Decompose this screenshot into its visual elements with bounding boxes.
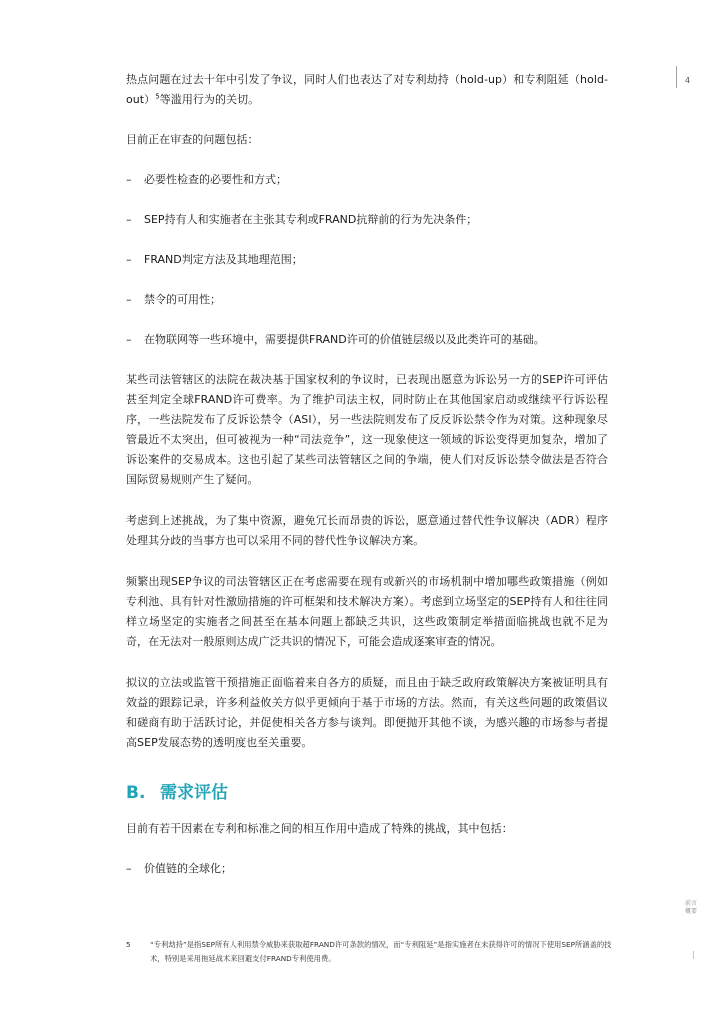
side-section-label: 前言概要 [685, 900, 698, 915]
footnote [126, 938, 626, 966]
paragraph-holdup-text: 热点问题在过去十年中引发了争议，同时人们也表达了对专利劫持（hold-up）和专利阻延（hold-out） [126, 73, 608, 106]
list-item-text: SEP持有人和实施者在主张其专利或FRAND抗辩前的行为先决条件； [144, 213, 478, 226]
paragraph-issues-intro: 目前正在审查的问题包括： [126, 133, 259, 146]
footnote-ref[interactable]: 5 [155, 92, 160, 101]
section-title: 需求评估 [160, 783, 228, 803]
list-dash: – [126, 862, 132, 875]
section-number: B. [126, 783, 146, 803]
list-item-text: 在物联网等一些环境中，需要提供FRAND许可的价值链层级以及此类许可的基础。 [144, 333, 545, 346]
paragraph-factors-intro: 目前有若干因素在专利和标准之间的相互作用中造成了特殊的挑战，其中包括： [126, 822, 513, 835]
list-dash: – [126, 293, 132, 306]
list-dash: – [126, 333, 132, 346]
list-item-text: 价值链的全球化； [144, 862, 232, 875]
list-item-text: 禁令的可用性； [144, 293, 221, 306]
footnote-number: 5 [126, 940, 131, 949]
list-item-text: FRAND判定方法及其地理范围； [144, 253, 303, 266]
list-item [126, 290, 608, 310]
list-dash: – [126, 253, 132, 266]
side-mark: | [692, 950, 695, 959]
paragraph-courts: 某些司法管辖区的法院在裁决基于国家权利的争议时，已表现出愿意为诉讼另一方的SEP许可评估甚至判定全球FRAND许可费率。为了维护司法主权，同时防止在其他国家启动或继续平行诉讼程序，一些法院发布了反诉讼禁令（ASI），另一些法院则发布了反反诉讼禁令作为对策。这种现象尽管最近不太突出，但可被视为一种“司法竞争”，这一现象使这一领域的诉讼变得更加复杂，增加了诉讼案件的交易成本。这也引起了某些司法管辖区之间的争端，使人们对反诉讼禁令做法是否符合国际贸易规则产生了疑问。 [126, 373, 608, 486]
list-dash: – [126, 213, 132, 226]
section-heading [126, 781, 608, 805]
list-item-text: 必要性检查的必要性和方式； [144, 173, 287, 186]
list-item [126, 330, 608, 350]
paragraph-holdup [126, 70, 608, 110]
paragraph-legislation: 拟议的立法或监管干预措施正面临着来自各方的质疑，而且由于缺乏政府政策解决方案被证明具有效益的跟踪记录，许多利益攸关方似乎更倾向于基于市场的方法。然而，有关这些问题的政策倡议和磋商有助于活跃讨论，并促使相关各方参与谈判。即便抛开其他不谈，为感兴趣的市场参与者提高SEP发展态势的透明度也至关重要。 [126, 676, 608, 749]
paragraph-adr: 考虑到上述挑战，为了集中资源，避免冗长而昂贵的诉讼，愿意通过替代性争议解决（ADR）程序处理其分歧的当事方也可以采用不同的替代性争议解决方案。 [126, 514, 608, 547]
main-content [126, 70, 608, 879]
list-item [126, 859, 608, 879]
list-item [126, 250, 608, 270]
page-number-rule [676, 66, 677, 88]
list-dash: – [126, 173, 132, 186]
page-number: 4 [685, 76, 691, 85]
paragraph-policy-measures: 频繁出现SEP争议的司法管辖区正在考虑需要在现有或新兴的市场机制中增加哪些政策措施（例如专利池、具有针对性激励措施的许可框架和技术解决方案）。考虑到立场坚定的SEP持有人和往往同样立场坚定的实施者之间甚至在基本问题上都缺乏共识，这些政策制定举措面临挑战也就不足为奇，在无法对一般原则达成广泛共识的情况下，可能会造成逐案审查的情况。 [126, 575, 608, 648]
footnote-text: “专利劫持”是指SEP所有人利用禁令威胁来获取超FRAND许可条款的情况，而“专利阻延”是指实施者在未获得许可的情况下使用SEP所涵盖的技术，特别是采用拖延战术来回避支付FRAND专利使用费。 [150, 940, 612, 963]
list-item [126, 170, 608, 190]
paragraph-holdup-tail: 等滥用行为的关切。 [159, 93, 260, 106]
list-item [126, 210, 608, 230]
